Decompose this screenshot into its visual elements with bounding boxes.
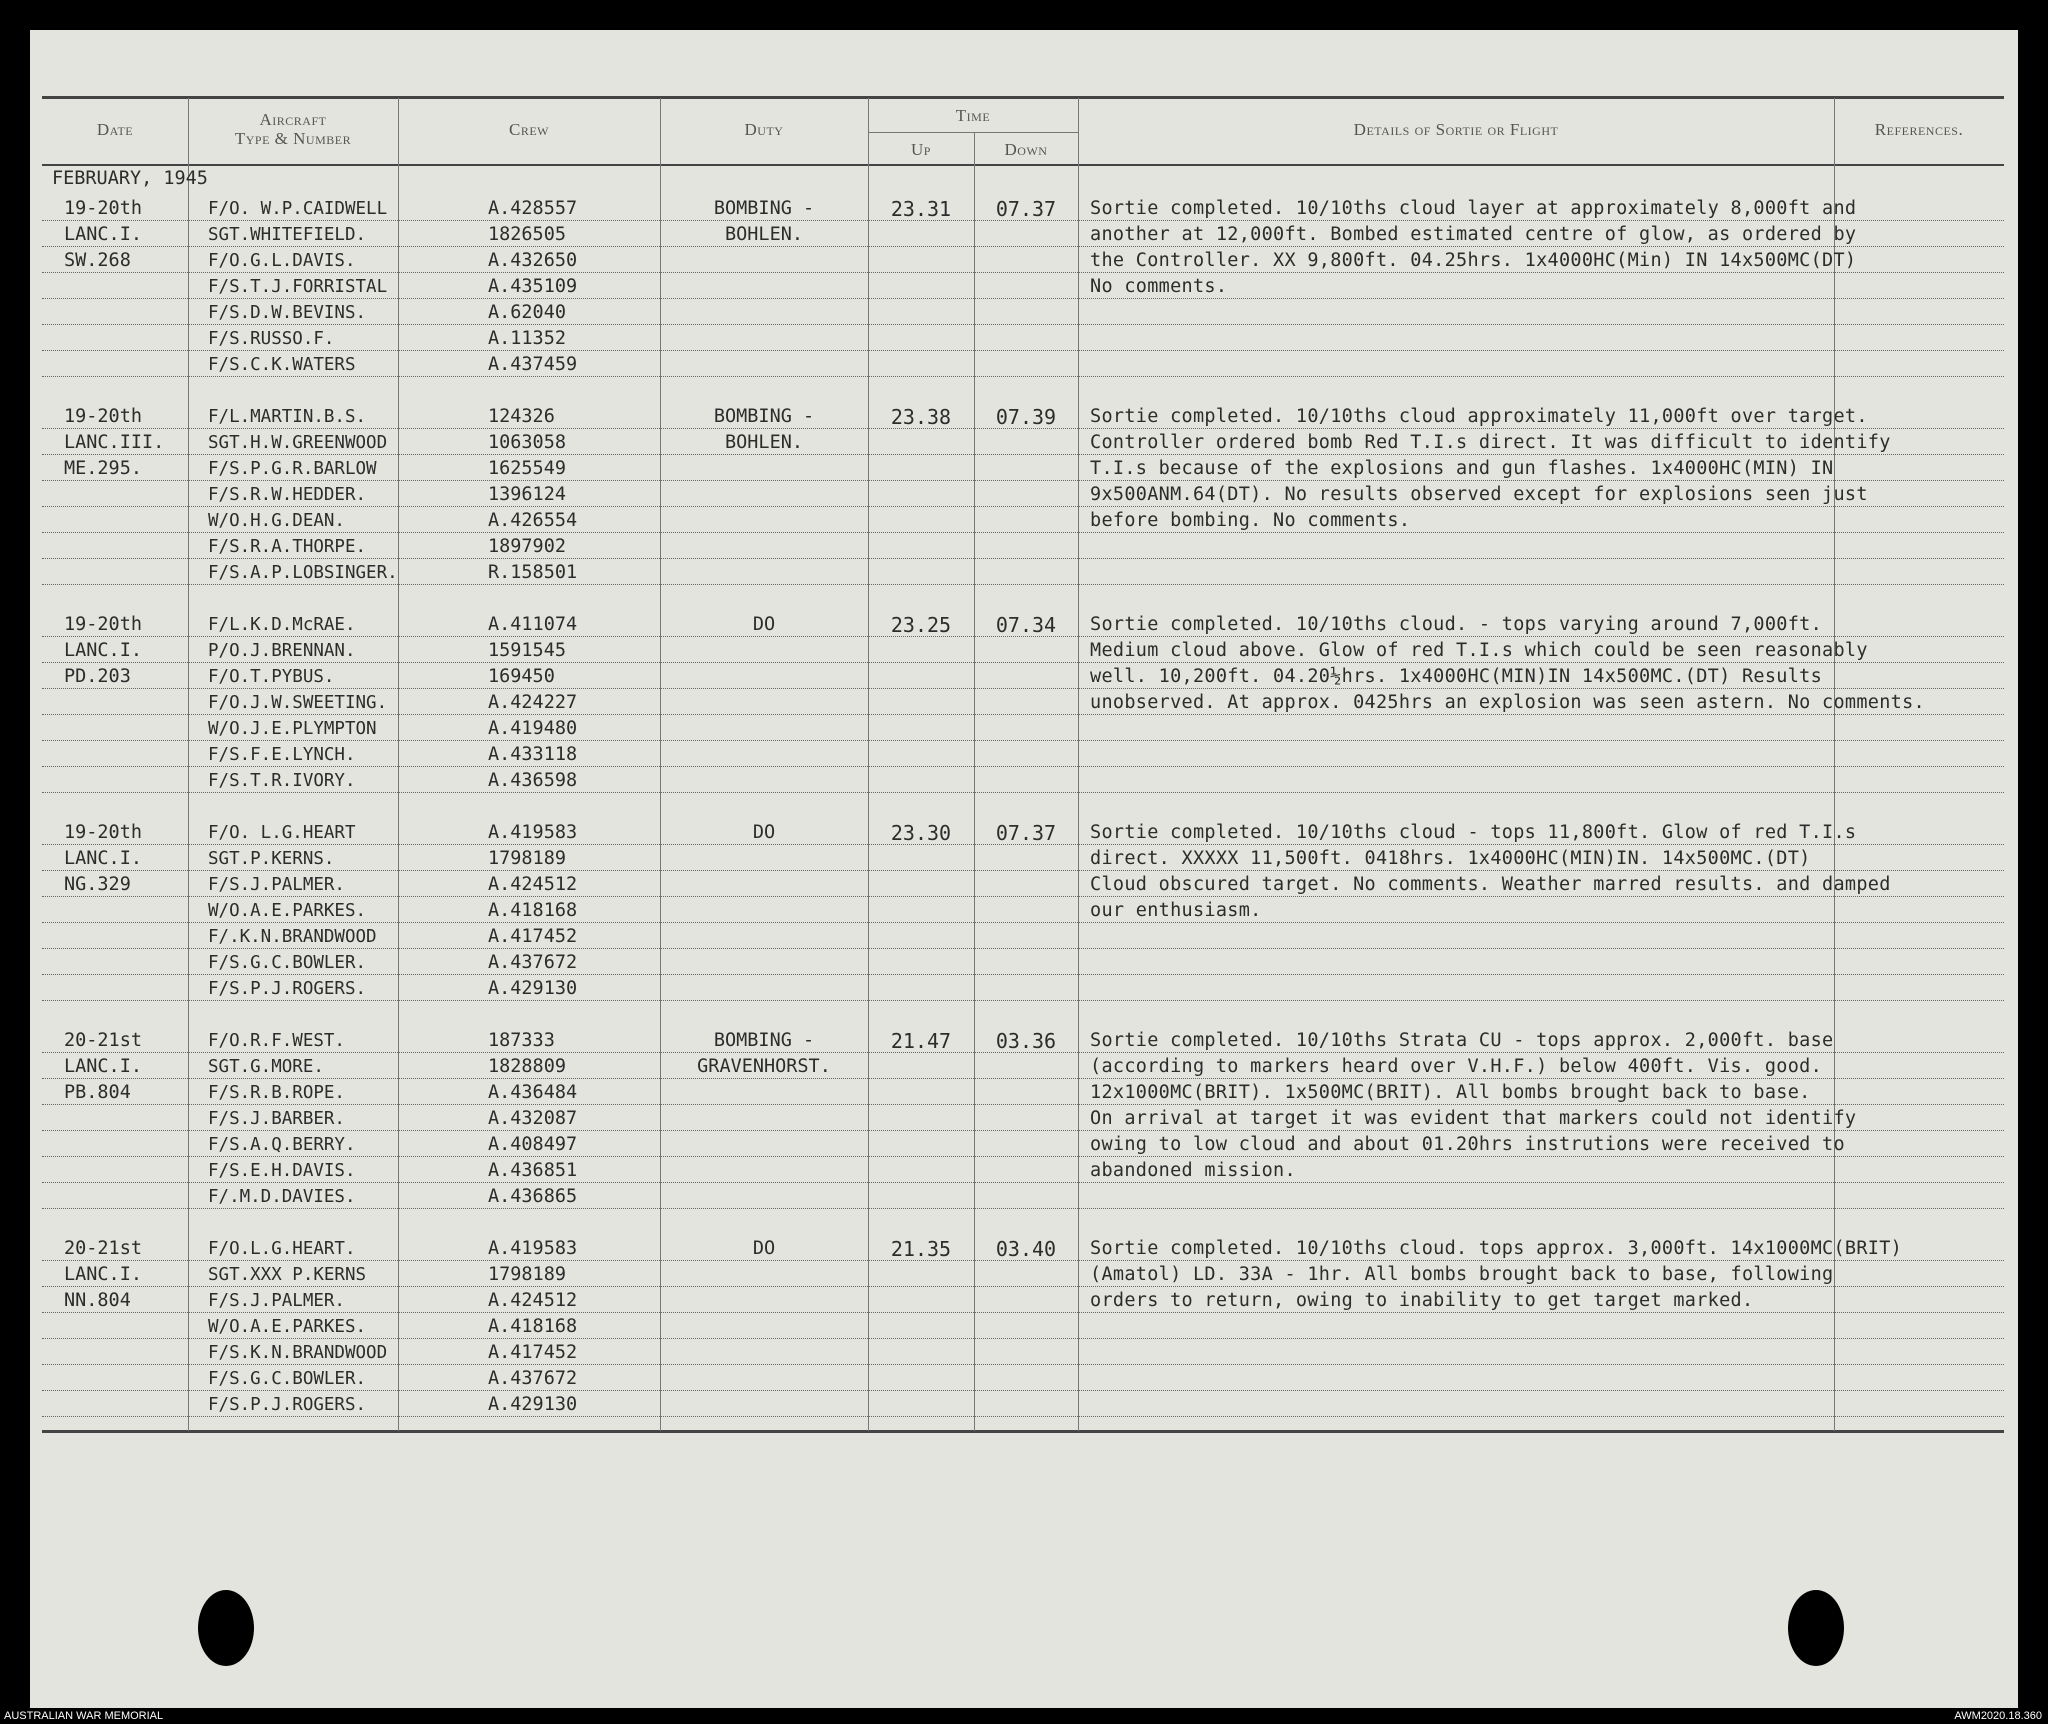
crew-number: A.432650: [488, 250, 578, 271]
crew-number: A.411074: [488, 614, 578, 635]
time-down: 07.34: [995, 613, 1057, 637]
table-bottom-rule: [42, 1430, 2004, 1433]
time-down: 07.37: [995, 821, 1057, 845]
sortie-duty: BOHLEN.: [725, 224, 803, 245]
sortie-date-line: LANC.III.: [64, 432, 165, 453]
sortie-date-line: 20-21st: [64, 1238, 142, 1259]
crew-number: A.424512: [488, 874, 578, 895]
crew-name: F/S.C.K.WATERS: [208, 355, 356, 375]
time-up: 23.38: [890, 405, 952, 429]
crew-name: F/S.R.A.THORPE.: [208, 537, 367, 557]
crew-name: F/O.G.L.DAVIS.: [208, 251, 356, 271]
crew-name: SGT.WHITEFIELD.: [208, 225, 367, 245]
sortie-date-line: LANC.I.: [64, 224, 142, 245]
crew-name: W/O.A.E.PARKES.: [208, 901, 367, 921]
crew-number: R.158501: [488, 562, 578, 583]
crew-name: F/O. L.G.HEART: [208, 823, 356, 843]
crew-name: F/S.E.H.DAVIS.: [208, 1161, 356, 1181]
crew-name: F/O.J.W.SWEETING.: [208, 693, 388, 713]
crew-name: W/O.H.G.DEAN.: [208, 511, 345, 531]
crew-number: 1798189: [488, 848, 566, 869]
sortie-detail-line: T.I.s because of the explosions and gun flashes. 1x4000HC(MIN) IN: [1090, 458, 1834, 479]
time-up: 23.25: [890, 613, 952, 637]
crew-number: 187333: [488, 1030, 555, 1051]
crew-name: F/O. W.P.CAIDWELL: [208, 199, 388, 219]
crew-name: F/S.J.PALMER.: [208, 875, 345, 895]
crew-number: 1063058: [488, 432, 566, 453]
crew-number: A.429130: [488, 978, 578, 999]
crew-name: F/S.G.C.BOWLER.: [208, 1369, 367, 1389]
sortie-duty: BOMBING -: [713, 1030, 815, 1051]
crew-number: A.11352: [488, 328, 566, 349]
sortie-detail-line: our enthusiasm.: [1090, 900, 1262, 921]
sortie-date-line: PB.804: [64, 1082, 131, 1103]
crew-number: A.424512: [488, 1290, 578, 1311]
sortie-date-line: ME.295.: [64, 458, 142, 479]
crew-name: F/.M.D.DAVIES.: [208, 1187, 356, 1207]
crew-name: F/S.A.Q.BERRY.: [208, 1135, 356, 1155]
time-down: 03.40: [995, 1237, 1057, 1261]
record-page: [30, 30, 2018, 1708]
crew-name: SGT.XXX P.KERNS: [208, 1265, 367, 1285]
time-down: 07.37: [995, 197, 1057, 221]
crew-number: A.418168: [488, 1316, 578, 1337]
crew-name: F/S.J.BARBER.: [208, 1109, 345, 1129]
sortie-detail-line: abandoned mission.: [1090, 1160, 1296, 1181]
sortie-duty: DO: [752, 614, 776, 635]
crew-number: A.419583: [488, 822, 578, 843]
crew-number: A.435109: [488, 276, 578, 297]
crew-number: 1897902: [488, 536, 566, 557]
crew-number: A.433118: [488, 744, 578, 765]
header-date: Date: [96, 120, 134, 139]
crew-name: F/S.K.N.BRANDWOOD: [208, 1343, 388, 1363]
sortie-detail-line: Sortie completed. 10/10ths cloud. - tops varying around 7,000ft.: [1090, 614, 1823, 635]
crew-number: A.437459: [488, 354, 578, 375]
header-down: Down: [1004, 140, 1048, 159]
sortie-date-line: NG.329: [64, 874, 131, 895]
header-crew: Crew: [509, 120, 549, 139]
sortie-detail-line: No comments.: [1090, 276, 1228, 297]
sortie-detail-line: owing to low cloud and about 01.20hrs instrutions were received to: [1090, 1134, 1845, 1155]
crew-name: F/S.P.G.R.BARLOW: [208, 459, 377, 479]
sortie-detail-line: Medium cloud above. Glow of red T.I.s which could be seen reasonably: [1090, 640, 1868, 661]
sortie-date-line: LANC.I.: [64, 1264, 142, 1285]
sortie-detail-line: before bombing. No comments.: [1090, 510, 1411, 531]
crew-name: F/S.T.J.FORRISTAL: [208, 277, 388, 297]
time-down: 07.39: [995, 405, 1057, 429]
header-duty: Duty: [744, 120, 784, 139]
sortie-detail-line: Controller ordered bomb Red T.I.s direct. It was difficult to identify: [1090, 432, 1891, 453]
crew-name: F/S.P.J.ROGERS.: [208, 979, 367, 999]
crew-number: A.62040: [488, 302, 566, 323]
time-up: 21.35: [890, 1237, 952, 1261]
crew-number: A.424227: [488, 692, 578, 713]
sortie-detail-line: another at 12,000ft. Bombed estimated centre of glow, as ordered by: [1090, 224, 1857, 245]
header-time: Time: [955, 106, 991, 125]
crew-number: A.419583: [488, 1238, 578, 1259]
sortie-date-line: PD.203: [64, 666, 131, 687]
crew-name: F/S.RUSSO.F.: [208, 329, 335, 349]
sortie-detail-line: well. 10,200ft. 04.20½hrs. 1x4000HC(MIN)IN 14x500MC.(DT) Results: [1090, 666, 1823, 687]
sortie-detail-line: Sortie completed. 10/10ths cloud approximately 11,000ft over target.: [1090, 406, 1868, 427]
crew-number: A.428557: [488, 198, 578, 219]
crew-name: F/O.R.F.WEST.: [208, 1031, 345, 1051]
crew-number: A.408497: [488, 1134, 578, 1155]
time-up: 23.30: [890, 821, 952, 845]
crew-name: F/S.R.W.HEDDER.: [208, 485, 367, 505]
time-divider: [868, 132, 1078, 133]
crew-number: 1625549: [488, 458, 566, 479]
crew-number: 124326: [488, 406, 555, 427]
crew-name: SGT.H.W.GREENWOOD: [208, 433, 388, 453]
sortie-detail-line: unobserved. At approx. 0425hrs an explosion was seen astern. No comments.: [1090, 692, 1925, 713]
sortie-duty: BOMBING -: [713, 198, 815, 219]
crew-number: A.437672: [488, 952, 578, 973]
crew-number: A.436851: [488, 1160, 578, 1181]
sortie-duty: GRAVENHORST.: [697, 1056, 831, 1077]
sortie-detail-line: (according to markers heard over V.H.F.) below 400ft. Vis. good.: [1090, 1056, 1823, 1077]
punch-hole-right: [1788, 1590, 1844, 1666]
crew-name: F/S.T.R.IVORY.: [208, 771, 356, 791]
sortie-detail-line: Sortie completed. 10/10ths cloud. tops approx. 3,000ft. 14x1000MC(BRIT): [1090, 1238, 1903, 1259]
crew-name: W/O.A.E.PARKES.: [208, 1317, 367, 1337]
sortie-detail-line: Sortie completed. 10/10ths cloud - tops 11,800ft. Glow of red T.I.s: [1090, 822, 1857, 843]
crew-number: A.426554: [488, 510, 578, 531]
sortie-detail-line: 12x1000MC(BRIT). 1x500MC(BRIT). All bombs brought back to base.: [1090, 1082, 1811, 1103]
footer-right: AWM2020.18.360: [1954, 1710, 2042, 1722]
header-top-rule: [42, 96, 2004, 99]
sortie-date-line: LANC.I.: [64, 640, 142, 661]
crew-name: F/S.P.J.ROGERS.: [208, 1395, 367, 1415]
crew-number: A.436484: [488, 1082, 578, 1103]
crew-name: F/L.MARTIN.B.S.: [208, 407, 367, 427]
sortie-date-line: LANC.I.: [64, 848, 142, 869]
sortie-detail-line: 9x500ANM.64(DT). No results observed except for explosions seen just: [1090, 484, 1868, 505]
crew-number: 169450: [488, 666, 555, 687]
sortie-duty: BOMBING -: [713, 406, 815, 427]
header-bottom-rule: [42, 164, 2004, 166]
sortie-detail-line: Cloud obscured target. No comments. Weather marred results. and damped: [1090, 874, 1891, 895]
time-down: 03.36: [995, 1029, 1057, 1053]
crew-number: 1396124: [488, 484, 566, 505]
crew-name: F/O.T.PYBUS.: [208, 667, 335, 687]
crew-number: 1826505: [488, 224, 566, 245]
sortie-detail-line: Sortie completed. 10/10ths cloud layer at approximately 8,000ft and: [1090, 198, 1857, 219]
crew-number: A.432087: [488, 1108, 578, 1129]
sortie-detail-line: orders to return, owing to inability to get target marked.: [1090, 1290, 1754, 1311]
sortie-detail-line: Sortie completed. 10/10ths Strata CU - tops approx. 2,000ft. base: [1090, 1030, 1834, 1051]
crew-number: 1828809: [488, 1056, 566, 1077]
sortie-date-line: 19-20th: [64, 406, 142, 427]
header-details: Details of Sortie or Flight: [1353, 120, 1559, 139]
crew-number: 1591545: [488, 640, 566, 661]
sortie-detail-line: direct. XXXXX 11,500ft. 0418hrs. 1x4000HC(MIN)IN. 14x500MC.(DT): [1090, 848, 1811, 869]
crew-name: F/S.R.B.ROPE.: [208, 1083, 345, 1103]
footer-left: AUSTRALIAN WAR MEMORIAL: [4, 1710, 164, 1722]
punch-hole-left: [198, 1590, 254, 1666]
sortie-date-line: SW.268: [64, 250, 131, 271]
crew-name: F/S.F.E.LYNCH.: [208, 745, 356, 765]
sortie-date-line: NN.804: [64, 1290, 131, 1311]
crew-name: F/S.J.PALMER.: [208, 1291, 345, 1311]
sortie-duty: BOHLEN.: [725, 432, 803, 453]
row-rule: [42, 350, 2004, 351]
crew-number: A.418168: [488, 900, 578, 921]
sortie-date-line: 19-20th: [64, 822, 142, 843]
crew-name: F/O.L.G.HEART.: [208, 1239, 356, 1259]
crew-name: W/O.J.E.PLYMPTON: [208, 719, 377, 739]
header-aircraft: Aircraft Type & Number: [234, 110, 352, 148]
crew-name: F/L.K.D.McRAE.: [208, 615, 356, 635]
crew-number: 1798189: [488, 1264, 566, 1285]
crew-number: A.429130: [488, 1394, 578, 1415]
crew-number: A.436598: [488, 770, 578, 791]
header-up: Up: [911, 140, 931, 159]
sortie-date-line: 19-20th: [64, 198, 142, 219]
sortie-date-line: 19-20th: [64, 614, 142, 635]
sortie-duty: DO: [752, 1238, 776, 1259]
crew-number: A.437672: [488, 1368, 578, 1389]
crew-name: P/O.J.BRENNAN.: [208, 641, 356, 661]
crew-number: A.417452: [488, 1342, 578, 1363]
month-label: FEBRUARY, 1945: [52, 168, 208, 189]
crew-name: F/S.D.W.BEVINS.: [208, 303, 367, 323]
crew-number: A.419480: [488, 718, 578, 739]
sortie-duty: DO: [752, 822, 776, 843]
crew-number: A.417452: [488, 926, 578, 947]
crew-number: A.436865: [488, 1186, 578, 1207]
time-up: 21.47: [890, 1029, 952, 1053]
crew-name: SGT.G.MORE.: [208, 1057, 324, 1077]
sortie-detail-line: On arrival at target it was evident that markers could not identify: [1090, 1108, 1857, 1129]
sortie-detail-line: (Amatol) LD. 33A - 1hr. All bombs brought back to base, following: [1090, 1264, 1834, 1285]
time-up: 23.31: [890, 197, 952, 221]
crew-name: F/S.A.P.LOBSINGER.: [208, 563, 398, 583]
sortie-detail-line: the Controller. XX 9,800ft. 04.25hrs. 1x4000HC(Min) IN 14x500MC(DT): [1090, 250, 1857, 271]
header-references: References.: [1874, 120, 1964, 139]
crew-name: SGT.P.KERNS.: [208, 849, 335, 869]
crew-name: F/S.G.C.BOWLER.: [208, 953, 367, 973]
crew-name: F/.K.N.BRANDWOOD: [208, 927, 377, 947]
sortie-date-line: 20-21st: [64, 1030, 142, 1051]
sortie-date-line: LANC.I.: [64, 1056, 142, 1077]
